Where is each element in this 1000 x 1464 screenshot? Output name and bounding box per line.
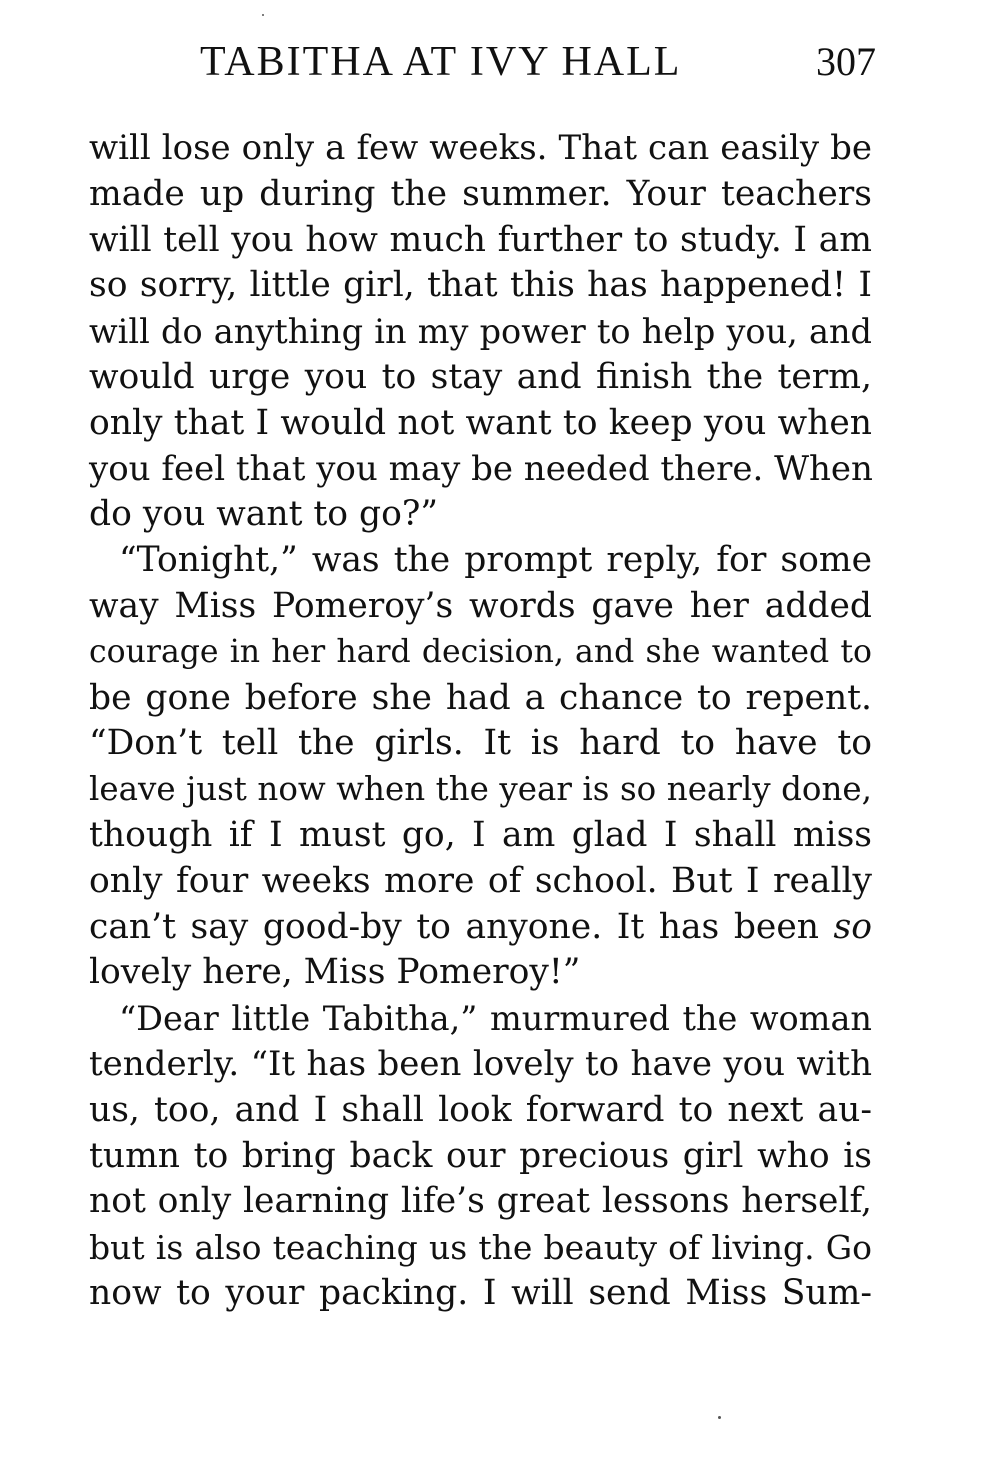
emphasis-so: so — [833, 906, 872, 947]
scan-speck — [262, 14, 264, 16]
text-line: only four weeks more of school. But I really — [89, 860, 872, 901]
text-line: lovely here, Miss Pomeroy!” — [89, 952, 581, 993]
page-number: 307 — [816, 39, 876, 84]
text-line: be gone before she had a chance to repent. — [89, 677, 872, 718]
text-line: “Tonight,” was the prompt reply, for some — [119, 540, 872, 581]
text-line: so sorry, little girl, that this has happened! I — [89, 265, 872, 306]
text-line: courage in her hard decision, and she wanted to — [89, 633, 872, 670]
text-line: not only learning life’s great lessons herself, — [89, 1181, 872, 1222]
text-line: leave just now when the year is so nearly done, — [89, 770, 872, 809]
text-line: now to your packing. I will send Miss Sum- — [89, 1272, 872, 1313]
text-line: will do anything in my power to help you, and — [89, 312, 872, 352]
body-text — [89, 126, 872, 1317]
running-head — [196, 34, 876, 90]
text-line: tumn to bring back our precious girl who is — [89, 1135, 872, 1176]
text-line: only that I would not want to keep you when — [89, 402, 872, 443]
text-line: can’t say good-by to anyone. It has been so — [89, 906, 872, 947]
scan-speck — [718, 1416, 721, 1419]
text-line: will lose only a few weeks. That can easily be — [89, 128, 872, 168]
text-line: “Don’t tell the girls. It is hard to have to — [89, 723, 872, 764]
text-line: do you want to go?” — [89, 494, 439, 535]
text-line: made up during the summer. Your teachers — [89, 173, 872, 214]
text-line: you feel that you may be needed there. When — [89, 448, 873, 489]
text-line: would urge you to stay and finish the term, — [89, 356, 872, 397]
text-line: will tell you how much further to study. I am — [89, 219, 872, 260]
running-title: TABITHA AT IVY HALL — [200, 39, 682, 85]
text-line: but is also teaching us the beauty of living. Go — [89, 1228, 872, 1268]
text-line: though if I must go, I am glad I shall miss — [89, 814, 872, 855]
text-line: “Dear little Tabitha,” murmured the woman — [119, 999, 872, 1039]
text-line: us, too, and I shall look forward to next au- — [89, 1089, 872, 1130]
text-line: tenderly. “It has been lovely to have you with — [89, 1043, 872, 1084]
text-line: way Miss Pomeroy’s words gave her added — [89, 585, 872, 626]
